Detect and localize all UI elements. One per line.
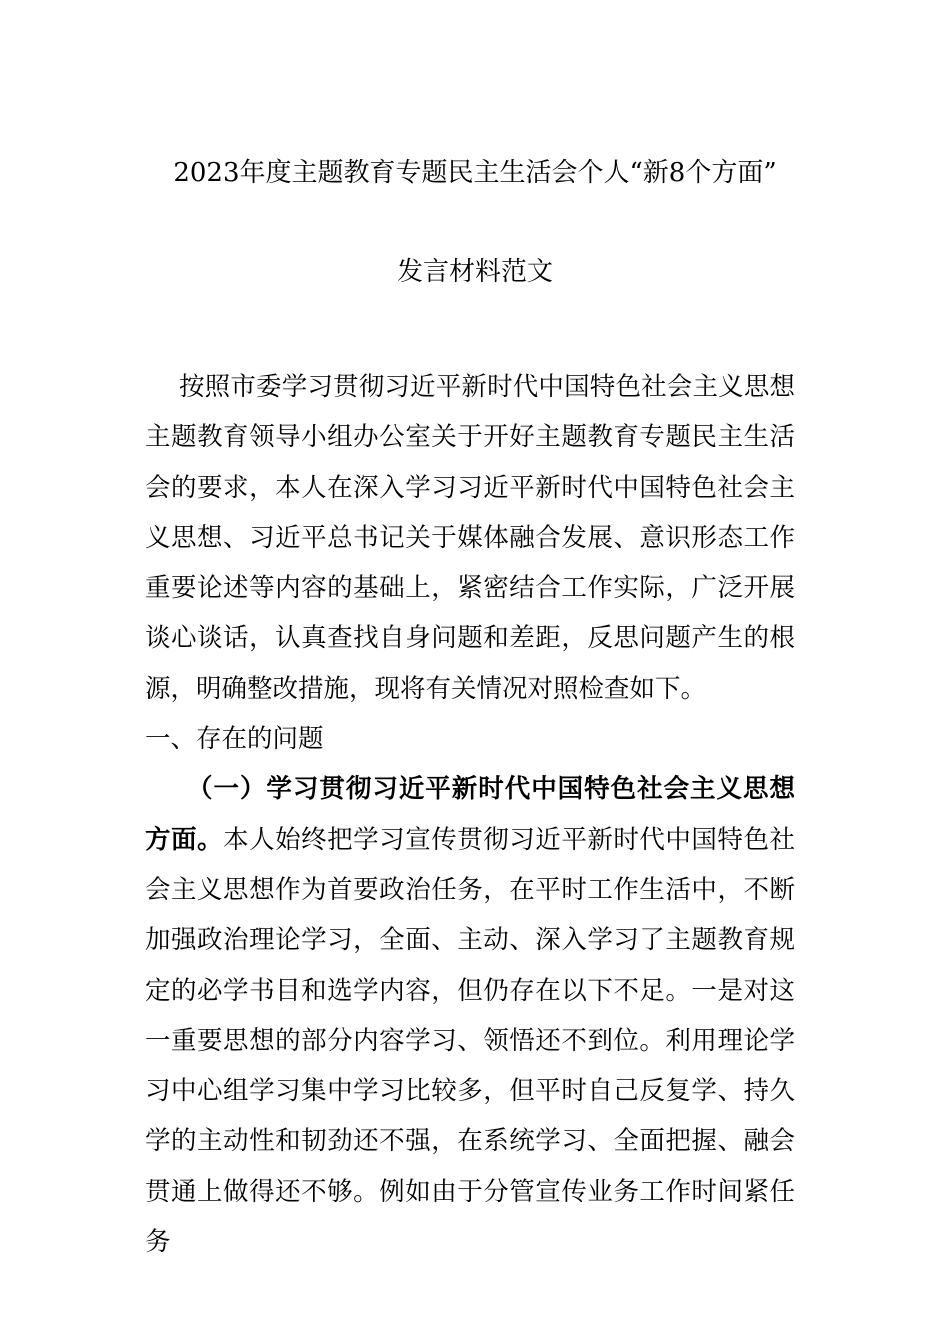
- subsection-heading: （一）学习贯彻习近平新时代中国特色社会主义思想方面。: [145, 774, 795, 855]
- subsection-text: 本人始终把学习宣传贯彻习近平新时代中国特色社会主义思想作为首要政治任务，在平时工作生活中，不断加强政治理论学习，全面、主动、深入学习了主题教育规定的必学书目和选学内容，但仍存在以下不足。一是对这一重要思想的部分内容学习、领悟还不到位。利用理论学习中心组学习集中学习比较多，但平时自己反复学、持久学的主动性和韧劲还不强，在系统学习、全面把握、融会贯通上做得还不够。例如由于分管宣传业务工作时间紧任务: [145, 824, 795, 1258]
- document-title-line1: 2023年度主题教育专题民主生活会个人“新8个方面”: [173, 158, 777, 188]
- document-body: [145, 362, 795, 1267]
- intro-paragraph: 按照市委学习贯彻习近平新时代中国特色社会主义思想主题教育领导小组办公室关于开好主题教育专题民主生活会的要求，本人在深入学习习近平新时代中国特色社会主义思想、习近平总书记关于媒体融合发展、意识形态工作重要论述等内容的基础上，紧密结合工作实际，广泛开展谈心谈话，认真查找自身问题和差距，反思问题产生的根源，明确整改措施，现将有关情况对照检查如下。: [145, 372, 795, 704]
- subsection-paragraph: [145, 764, 795, 1267]
- section-heading: 一、存在的问题: [145, 724, 324, 755]
- document-title-line2: 发言材料范文: [396, 257, 553, 287]
